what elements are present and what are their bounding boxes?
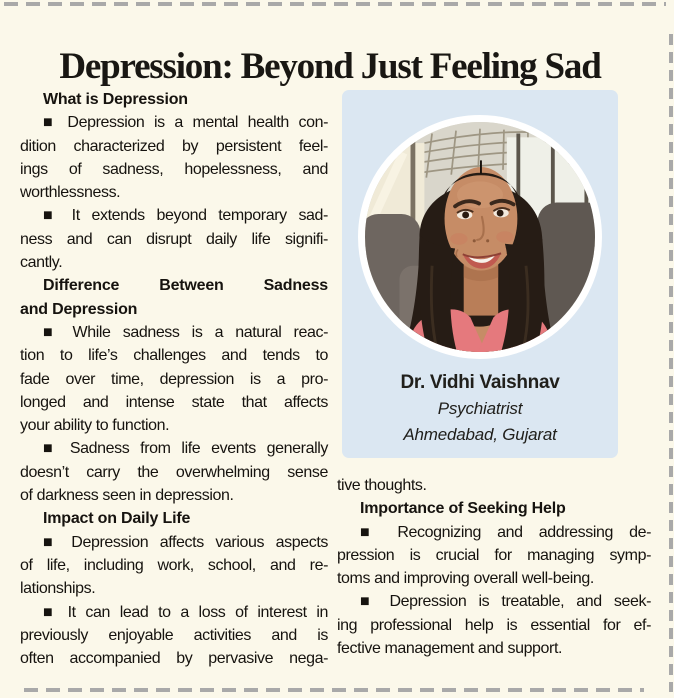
article-line: previously enjoyable activities and is: [20, 626, 328, 644]
article-line: pression is crucial for managing symp-: [337, 546, 651, 564]
article-line: and Depression: [20, 300, 138, 318]
article-line: fective management and support.: [337, 640, 563, 658]
article-line: cantly.: [20, 254, 63, 272]
article-title: Depression: Beyond Just Feeling Sad: [59, 45, 601, 87]
article-line: tive thoughts.: [337, 477, 427, 494]
article-paragraph: [337, 521, 651, 591]
article-line: Difference Between Sadness: [43, 277, 328, 295]
doctor-name: Dr. Vidhi Vaishnav: [400, 372, 560, 393]
article-line: What is Depression: [43, 91, 188, 108]
cut-edge-top: [4, 2, 666, 6]
article-heading: [337, 497, 651, 520]
article-line: longed and intense state that affects: [20, 393, 328, 411]
article-line: often accompanied by pervasive nega-: [20, 650, 328, 668]
article-line: your ability to function.: [20, 417, 170, 435]
article-line: Impact on Daily Life: [43, 510, 191, 528]
article-line: doesn’t carry the overwhelming sense: [20, 463, 328, 481]
cut-edge-bottom: [24, 688, 644, 692]
article-paragraph: [20, 321, 328, 437]
doctor-location: Ahmedabad, Gujarat: [403, 425, 557, 444]
article-paragraph: [20, 531, 328, 601]
article-line: ■ Depression is a mental health con-: [43, 114, 328, 132]
article-line: ■ Depression is treatable, and seek-: [360, 593, 651, 611]
article-line: of darkness seen in depression.: [20, 487, 234, 505]
article-line: worthlessness.: [20, 184, 121, 202]
article-paragraph: [337, 474, 651, 497]
article-line: ings of sadness, hopelessness, and: [20, 160, 328, 178]
article-paragraph: [20, 437, 328, 507]
photo-frame: [358, 115, 602, 359]
article-line: of life, including work, school, and re-: [20, 556, 328, 574]
article-line: ■ Recognizing and addressing de-: [360, 523, 651, 541]
article-column-right: [337, 474, 651, 660]
doctor-photo: [365, 122, 595, 352]
article-line: Importance of Seeking Help: [360, 500, 566, 518]
article-line: ■ It extends beyond temporary sad-: [43, 207, 328, 225]
article-line: ■ It can lead to a loss of interest in: [43, 603, 328, 621]
article-line: lationships.: [20, 580, 96, 598]
article-line: ■ While sadness is a natural reac-: [43, 323, 328, 341]
article-paragraph: [20, 204, 328, 274]
doctor-card: [342, 90, 618, 458]
article-line: tion to life’s challenges and tends to: [20, 347, 328, 365]
article-paragraph: [20, 111, 328, 204]
article-line: ness and can disrupt daily life signifi-: [20, 230, 328, 248]
article-line: toms and improving overall well-being.: [337, 570, 594, 588]
article-heading: [20, 274, 328, 321]
article-paragraph: [20, 601, 328, 671]
article-heading: [20, 507, 328, 530]
doctor-role: Psychiatrist: [437, 399, 523, 418]
article-line: ■ Sadness from life events generally: [43, 440, 328, 458]
article-line: fade over time, depression is a pro-: [20, 370, 328, 388]
article-column-left: [20, 88, 328, 670]
article-line: ing professional help is essential for ef-: [337, 616, 651, 634]
article-line: ■ Depression affects various aspects: [43, 533, 328, 551]
article-line: dition characterized by persistent feel-: [20, 137, 328, 155]
article-heading: [20, 88, 328, 111]
article-paragraph: [337, 590, 651, 660]
cut-edge-right: [669, 34, 673, 692]
photo-caption: [342, 370, 618, 448]
